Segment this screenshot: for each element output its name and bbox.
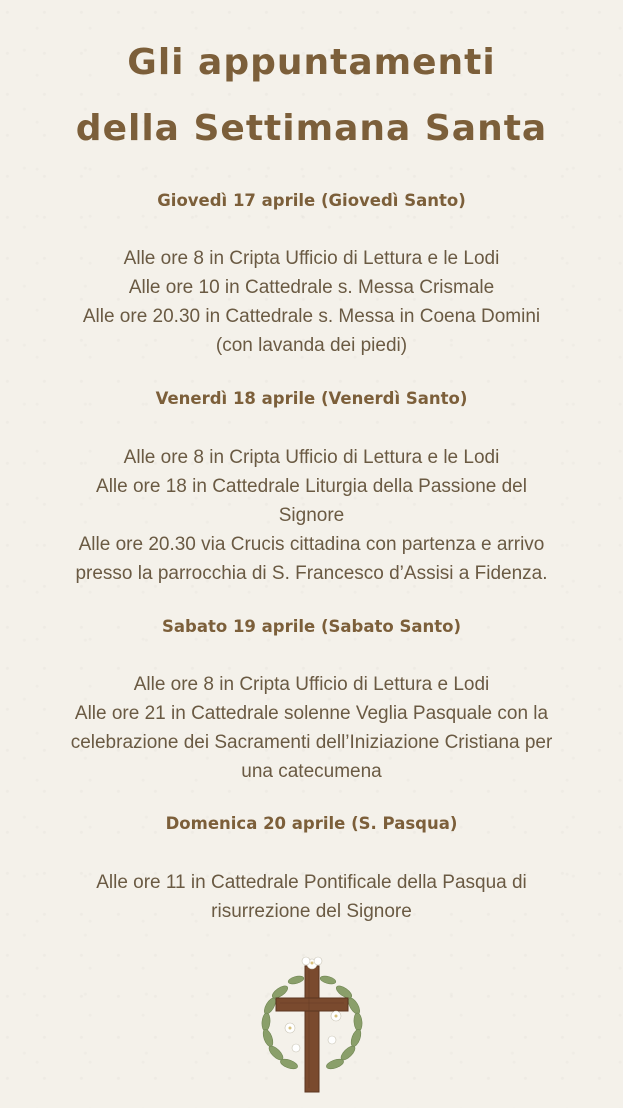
schedule-line: celebrazione dei Sacramenti dell’Iniziazione Cristiana per (70, 732, 553, 753)
page-title-line-2: della Settimana Santa (75, 108, 548, 149)
page-title-line-1: Gli appuntamenti (127, 42, 496, 83)
schedule-line: una catecumena (241, 761, 382, 782)
section-heading-giovedi: Giovedì 17 aprile (Giovedì Santo) (157, 191, 466, 210)
schedule-line: Alle ore 20.30 via Crucis cittadina con partenza e arrivo (78, 534, 545, 555)
schedule-line: Alle ore 10 in Cattedrale s. Messa Crismale (128, 277, 495, 298)
schedule-line: (con lavanda dei piedi) (215, 335, 408, 356)
cross-with-wreath-icon (256, 952, 368, 1094)
schedule-line: presso la parrocchia di S. Francesco d’Assisi a Fidenza. (75, 563, 548, 584)
schedule-line: Alle ore 8 in Cripta Ufficio di Lettura e le Lodi (123, 248, 500, 269)
schedule-line: Signore (278, 505, 345, 526)
schedule-line: Alle ore 11 in Cattedrale Pontificale della Pasqua di (96, 872, 527, 893)
schedule-line: Alle ore 20.30 in Cattedrale s. Messa in Coena Domini (82, 306, 541, 327)
schedule-line: Alle ore 21 in Cattedrale solenne Veglia Pasquale con la (74, 703, 549, 724)
section-heading-sabato: Sabato 19 aprile (Sabato Santo) (162, 617, 461, 636)
section-heading-domenica: Domenica 20 aprile (S. Pasqua) (165, 814, 458, 833)
schedule-line: Alle ore 8 in Cripta Ufficio di Lettura e le Lodi (123, 447, 500, 468)
schedule-line: risurrezione del Signore (211, 901, 412, 922)
schedule-line: Alle ore 18 in Cattedrale Liturgia della Passione del (96, 476, 527, 497)
schedule-line: Alle ore 8 in Cripta Ufficio di Lettura e Lodi (133, 674, 490, 695)
section-heading-venerdi: Venerdì 18 aprile (Venerdì Santo) (155, 389, 468, 408)
